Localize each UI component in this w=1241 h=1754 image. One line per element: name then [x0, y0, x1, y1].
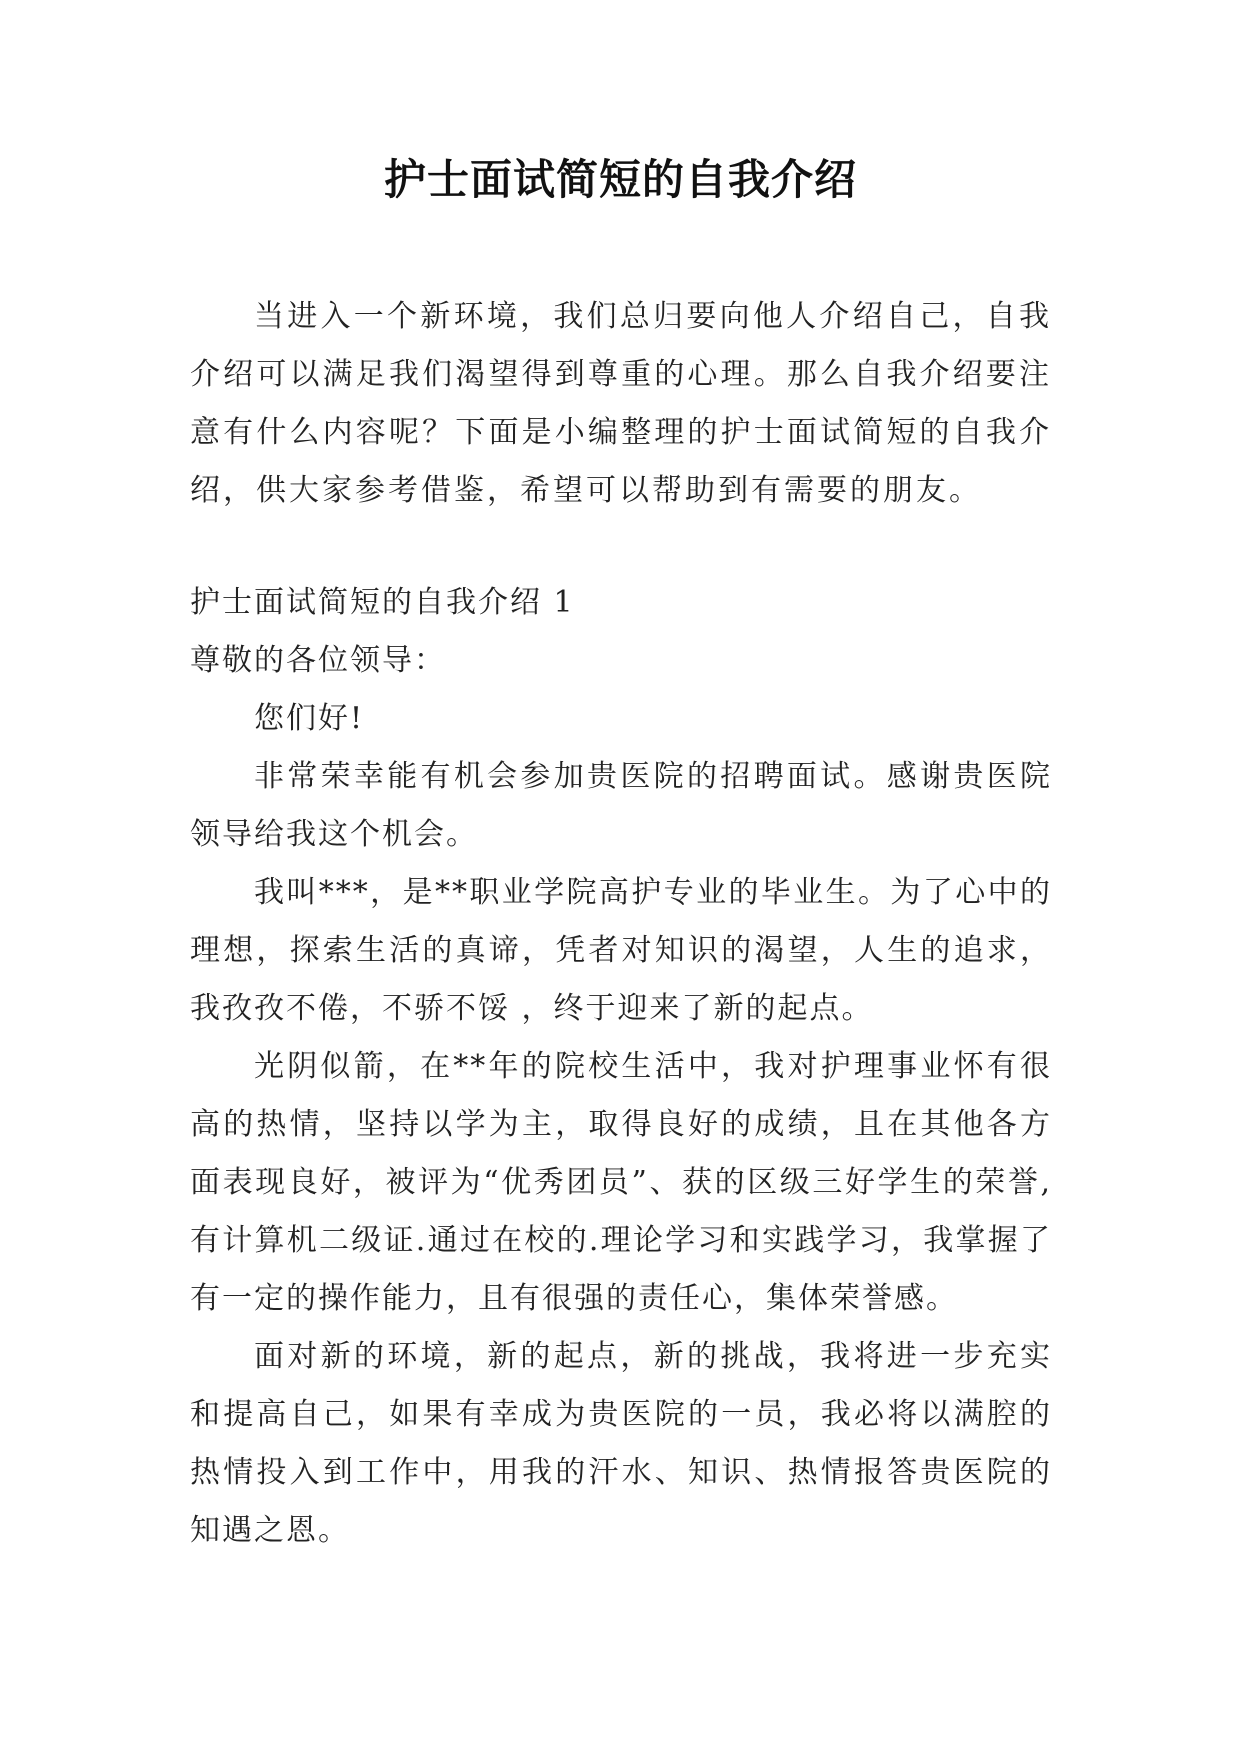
document-title: 护士面试简短的自我介绍	[383, 155, 857, 204]
greeting: 您们好!	[254, 701, 365, 736]
section-heading: 护士面试简短的自我介绍 1	[190, 585, 575, 620]
body-paragraph: 非常荣幸能有机会参加贵医院的招聘面试。感谢贵医院领导给我这个机会。	[190, 759, 1052, 852]
intro-paragraph: 当进入一个新环境，我们总归要向他人介绍自己，自我介绍可以满足我们渴望得到尊重的心理。那么自我介绍要注意有什么内容呢？下面是小编整理的护士面试简短的自我介绍，供大家参考借鉴，希望可以帮助到有需要的朋友。	[190, 299, 1052, 508]
body-paragraph: 我叫***，是**职业学院高护专业的毕业生。为了心中的理想，探索生活的真谛，凭者对知识的渴望，人生的追求，我孜孜不倦，不骄不馁 ，终于迎来了新的起点。	[190, 875, 1052, 1026]
section-1	[190, 574, 1052, 1560]
body-paragraph: 面对新的环境，新的起点，新的挑战，我将进一步充实和提高自己，如果有幸成为贵医院的一员，我必将以满腔的热情投入到工作中，用我的汗水、知识、热情报答贵医院的知遇之恩。	[190, 1339, 1052, 1548]
body-paragraph: 光阴似箭，在**年的院校生活中，我对护理事业怀有很高的热情，坚持以学为主，取得良好的成绩，且在其他各方面表现良好，被评为“优秀团员”、获的区级三好学生的荣誉,有计算机二级证.通过在校的.理论学习和实践学习，我掌握了有一定的操作能力，且有很强的责任心，集体荣誉感。	[190, 1049, 1052, 1316]
salutation: 尊敬的各位领导：	[190, 643, 446, 678]
